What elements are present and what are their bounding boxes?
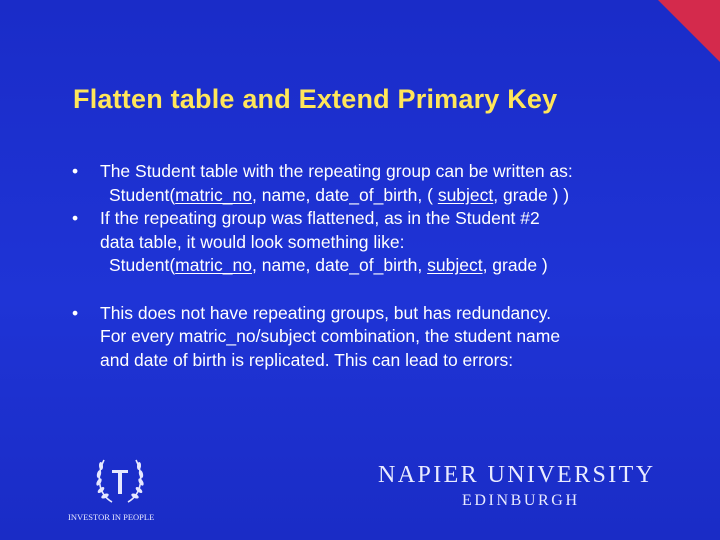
bullet-text-line: and date of birth is replicated. This can lead to errors:	[100, 349, 514, 370]
primary-key-matric-no: matric_no	[175, 184, 252, 205]
university-city: EDINBURGH	[462, 492, 580, 509]
bullet-symbol: •	[72, 161, 79, 181]
bullet-symbol: •	[72, 208, 79, 228]
schema-suffix: , grade )	[482, 255, 548, 275]
slide-title: Flatten table and Extend Primary Key	[73, 84, 558, 114]
bullet-text-line: This does not have repeating groups, but has redundancy.	[100, 302, 552, 323]
bullet-item	[72, 207, 672, 254]
bullet-text-line: For every matric_no/subject combination, the student name	[100, 326, 561, 346]
bullet-text-line: If the repeating group was flattened, as in the Student #2	[100, 208, 540, 228]
slide-body	[72, 160, 672, 372]
schema-prefix: Student(	[109, 184, 176, 205]
laurel-wreath-icon	[90, 450, 150, 508]
spacer	[72, 278, 672, 302]
relation-schema	[72, 184, 672, 208]
university-name: NAPIER UNIVERSITY	[378, 462, 656, 488]
schema-prefix: Student(	[109, 255, 176, 275]
schema-middle: , name, date_of_birth,	[252, 255, 428, 275]
bullet-text-line: data table, it would look something like:	[100, 231, 405, 252]
bullet-item	[72, 302, 672, 373]
primary-key-matric-no: matric_no	[175, 255, 252, 275]
key-subject: subject	[437, 184, 494, 205]
schema-suffix: , grade ) )	[493, 184, 570, 205]
schema-middle: , name, date_of_birth, (	[252, 184, 438, 205]
bullet-item	[72, 160, 672, 184]
napier-university-logo	[378, 462, 656, 509]
investor-in-people-logo	[68, 450, 178, 525]
relation-schema	[72, 254, 672, 278]
corner-accent-triangle	[658, 0, 720, 62]
investor-in-people-label: INVESTOR IN PEOPLE	[68, 512, 155, 522]
bullet-text: The Student table with the repeating group can be written as:	[100, 161, 573, 181]
key-subject: subject	[427, 255, 483, 275]
bullet-symbol: •	[72, 302, 79, 323]
